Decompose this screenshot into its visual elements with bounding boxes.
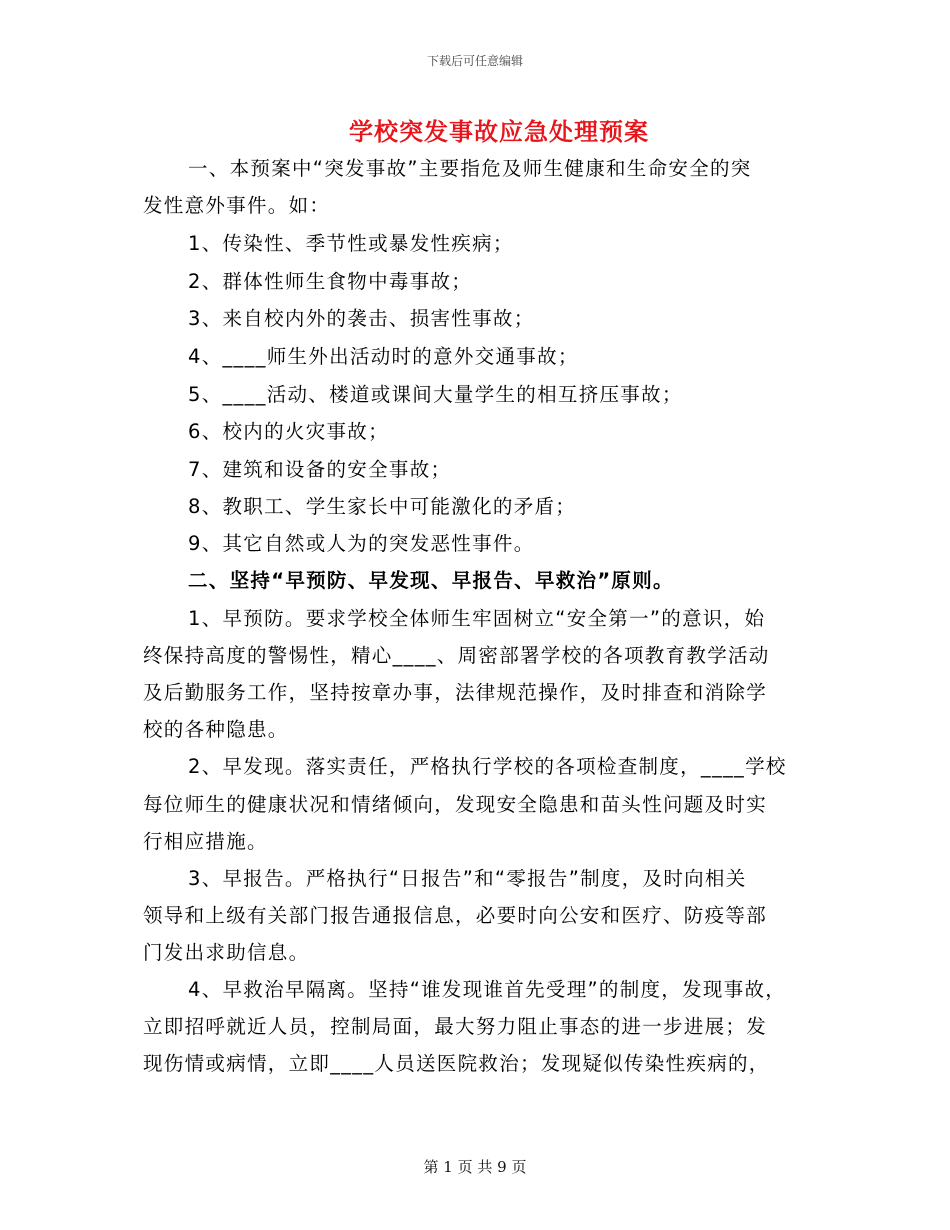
list-item-1: 1、传染性、季节性或暴发性疾病； — [188, 232, 514, 255]
paragraph-early-prevention-line-3: 及后勤服务工作，坚持按章办事，法律规范操作，及时排查和消除学 — [143, 681, 768, 704]
section-heading-2: 二、坚持“早预防、早发现、早报告、早救治”原则。 — [188, 569, 674, 592]
document-title: 学校突发事故应急处理预案 — [349, 117, 649, 146]
paragraph-1-line-2: 发性意外事件。如： — [143, 194, 331, 217]
paragraph-early-prevention-line-2: 终保持高度的警惕性，精心____、周密部署学校的各项教育教学活动 — [143, 644, 770, 667]
paragraph-early-prevention-line-4: 校的各种隐患。 — [143, 718, 289, 741]
paragraph-early-treatment-line-3: 现伤情或病情，立即____人员送医院救治；发现疑似传染性疾病的， — [143, 1052, 770, 1075]
paragraph-early-treatment-line-1: 4、早救治早隔离。坚持“谁发现谁首先受理”的制度，发现事故， — [188, 978, 787, 1001]
page-footer: 第 1 页 共 9 页 — [423, 1158, 527, 1176]
list-item-4: 4、____师生外出活动时的意外交通事故； — [188, 345, 579, 368]
paragraph-early-detection-line-3: 行相应措施。 — [143, 830, 268, 853]
paragraph-early-report-line-1: 3、早报告。严格执行“日报告”和“零报告”制度，及时向相关 — [188, 867, 747, 890]
paragraph-early-detection-line-1: 2、早发现。落实责任，严格执行学校的各项检查制度，____学校 — [188, 755, 787, 778]
list-item-9: 9、其它自然或人为的突发恶性事件。 — [188, 532, 535, 555]
header-note: 下载后可任意编辑 — [426, 54, 523, 68]
list-item-8: 8、教职工、学生家长中可能激化的矛盾； — [188, 495, 577, 518]
paragraph-early-report-line-3: 门发出求助信息。 — [143, 941, 310, 964]
list-item-7: 7、建筑和设备的安全事故； — [188, 458, 452, 481]
paragraph-early-treatment-line-2: 立即招呼就近人员，控制局面，最大努力阻止事态的进一步进展；发 — [143, 1015, 768, 1038]
list-item-6: 6、校内的火灾事故； — [188, 420, 389, 443]
paragraph-early-detection-line-2: 每位师生的健康状况和情绪倾向，发现安全隐患和苗头性问题及时实 — [143, 793, 768, 816]
paragraph-1-line-1: 一、本预案中“突发事故”主要指危及师生健康和生命安全的突 — [188, 157, 752, 180]
paragraph-early-report-line-2: 领导和上级有关部门报告通报信息，必要时向公安和医疗、防疫等部 — [143, 904, 768, 927]
list-item-5: 5、____活动、楼道或课间大量学生的相互挤压事故； — [188, 383, 683, 406]
paragraph-early-prevention-line-1: 1、早预防。要求学校全体师生牢固树立“安全第一”的意识，始 — [188, 607, 766, 630]
list-item-3: 3、来自校内外的袭击、损害性事故； — [188, 307, 535, 330]
list-item-2: 2、群体性师生食物中毒事故； — [188, 270, 473, 293]
